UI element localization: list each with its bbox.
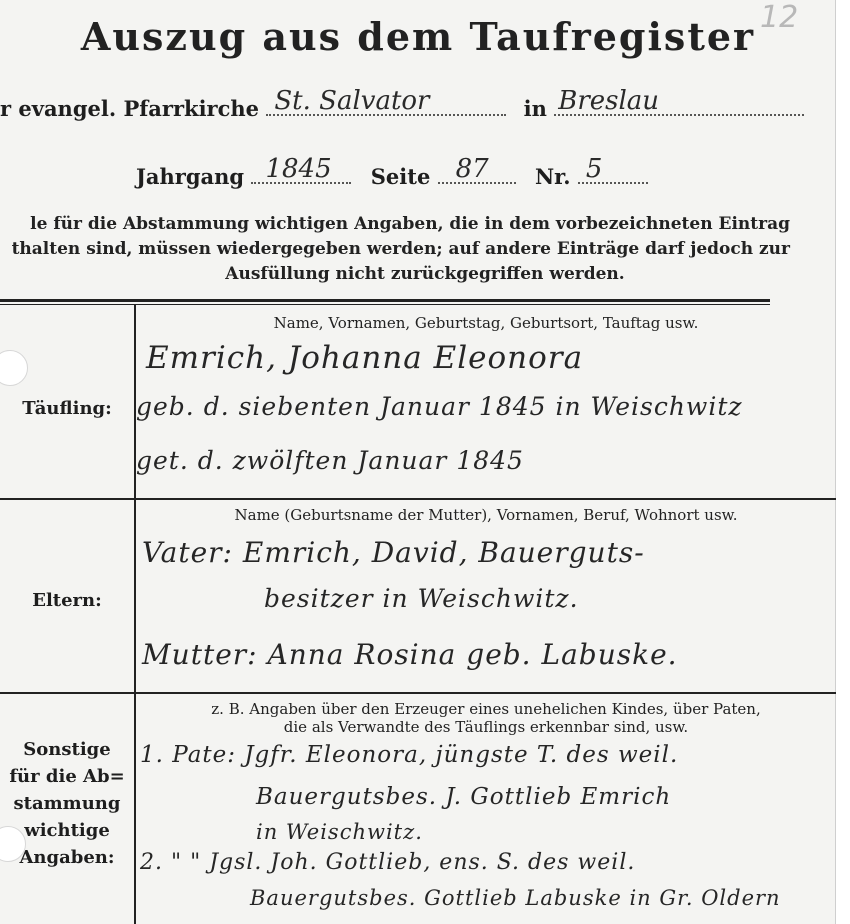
other-line-3: in Weischwitz. — [256, 820, 423, 844]
child-label: Täufling: — [22, 398, 112, 419]
other-label-line-4: wichtige — [24, 820, 110, 841]
table-top-rule — [0, 299, 770, 302]
other-line-4: 2. " " Jgsl. Joh. Gottlieb, ens. S. des weil. — [140, 850, 636, 875]
other-header — [136, 700, 836, 736]
church-name: St. Salvator — [274, 86, 430, 116]
table-top-rule-thin — [0, 304, 770, 305]
place-prefix: in — [523, 96, 547, 121]
other-line-1: 1. Pate: Jgfr. Eleonora, jüngste T. des weil. — [140, 742, 679, 768]
parents-header: Name (Geburtsname der Mutter), Vornamen, Beruf, Wohnort usw. — [234, 506, 738, 524]
punch-hole-top — [0, 350, 28, 386]
number-value: 5 — [585, 154, 603, 184]
other-header-line-1: z. B. Angaben über den Erzeuger eines unehelichen Kindes, über Paten, — [211, 700, 761, 718]
child-header: Name, Vornamen, Geburtstag, Geburtsort, Tauftag usw. — [273, 314, 699, 332]
other-label-line-2: für die Ab= — [9, 766, 125, 787]
parents-line-1: Vater: Emrich, David, Bauerguts- — [142, 536, 645, 569]
year-value: 1845 — [265, 154, 332, 184]
year-line — [136, 154, 648, 189]
number-field — [578, 154, 648, 184]
page-field — [438, 154, 516, 184]
parents-line-3: Mutter: Anna Rosina geb. Labuske. — [142, 638, 678, 671]
notice-line-3: Ausfüllung nicht zurückgegriffen werden. — [225, 264, 625, 284]
other-line-5: Bauergutsbes. Gottlieb Labuske in Gr. Oldern — [250, 886, 781, 910]
page-label: Seite — [370, 164, 431, 189]
parents-label: Eltern: — [32, 590, 102, 611]
section-divider-1 — [0, 498, 836, 500]
section-divider-2 — [0, 692, 836, 694]
page-value: 87 — [455, 154, 489, 184]
notice-line-2: thalten sind, müssen wiedergegeben werden; auf andere Einträge darf jedoch zur — [11, 239, 790, 259]
other-label-line-5: Angaben: — [19, 847, 115, 868]
child-line-3: get. d. zwölften Januar 1845 — [136, 446, 524, 475]
other-line-2: Bauergutsbes. J. Gottlieb Emrich — [256, 784, 672, 810]
corner-number: 12 — [760, 0, 799, 35]
child-line-1: Emrich, Johanna Eleonora — [146, 340, 584, 376]
page-edge — [835, 0, 850, 924]
document-title: Auszug aus dem Taufregister — [80, 14, 756, 59]
parents-line-2: besitzer in Weischwitz. — [264, 584, 579, 613]
instructions-notice — [0, 212, 790, 287]
other-label — [0, 736, 134, 871]
other-label-line-3: stammung — [13, 793, 121, 814]
notice-line-1: le für die Abstammung wichtigen Angaben, die in dem vorbezeichneten Eintrag — [30, 214, 790, 234]
place-name: Breslau — [558, 86, 660, 116]
church-prefix: r evangel. Pfarrkirche — [0, 96, 260, 121]
other-label-line-1: Sonstige — [23, 739, 111, 760]
place-name-field — [554, 86, 804, 116]
other-header-line-2: die als Verwandte des Täuflings erkennbar sind, usw. — [283, 718, 689, 736]
number-label: Nr. — [534, 164, 571, 189]
church-name-field — [266, 86, 506, 116]
year-label: Jahrgang — [136, 164, 245, 189]
year-field — [251, 154, 351, 184]
church-line — [0, 86, 804, 121]
child-line-2: geb. d. siebenten Januar 1845 in Weischwitz — [136, 392, 743, 421]
